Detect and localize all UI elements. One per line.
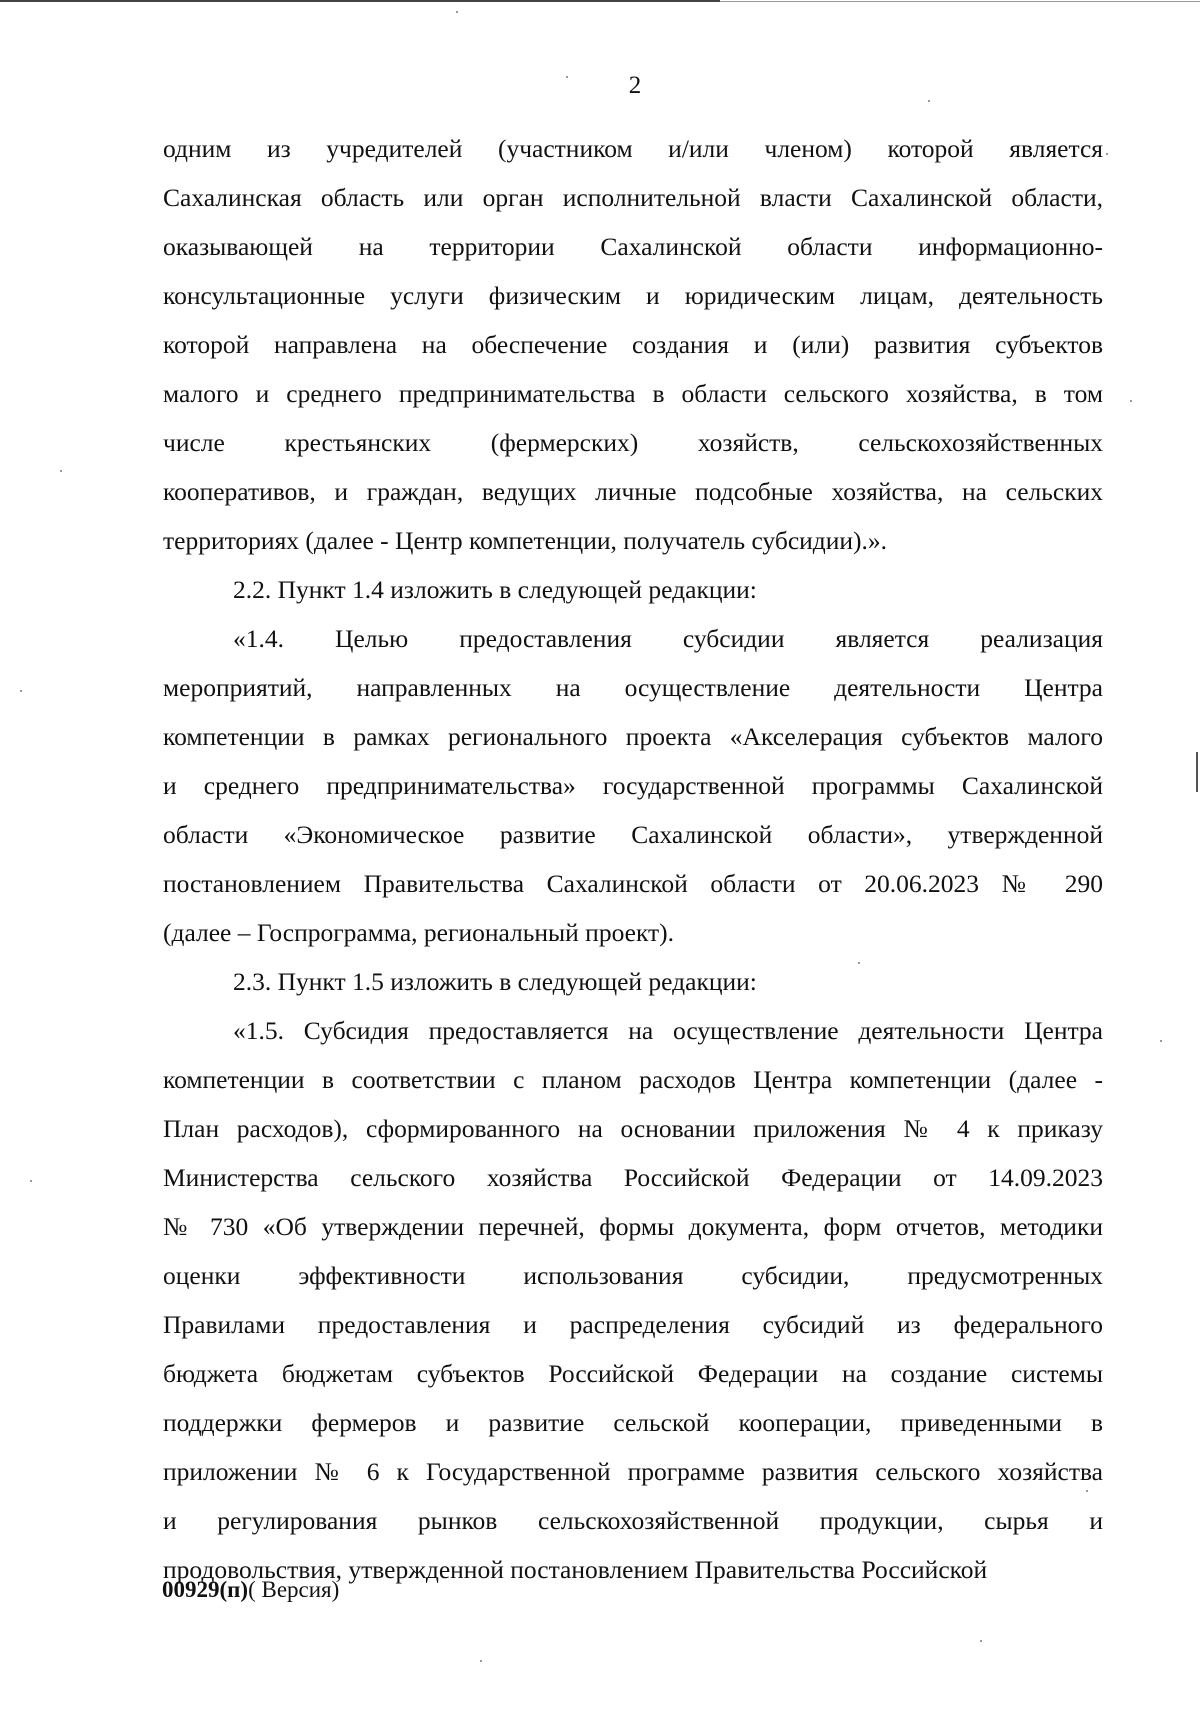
- scan-speckle: [1130, 400, 1132, 402]
- text-line: кооперативов, и граждан, ведущих личные подсобные хозяйства, на сельских: [163, 477, 1103, 506]
- text-line: и среднего предпринимательства» государственной программы Сахалинской: [163, 771, 1103, 800]
- scan-speckle: [30, 1180, 32, 1182]
- scan-edge-line-faint: [720, 1, 1200, 2]
- paragraph: [163, 614, 1103, 957]
- text-line: «1.4. Целью предоставления субсидии является реализация: [233, 624, 1103, 653]
- text-line: Министерства сельского хозяйства Российской Федерации от 14.09.2023: [163, 1163, 1103, 1192]
- paragraph: [163, 565, 1103, 614]
- text-line: консультационные услуги физическим и юридическим лицам, деятельность: [163, 281, 1103, 310]
- page-number: 2: [628, 72, 642, 99]
- text-line: которой направлена на обеспечение создания и (или) развития субъектов: [163, 330, 1103, 359]
- scan-speckle: [928, 100, 930, 102]
- paragraph: [163, 957, 1103, 1006]
- text-line: одним из учредителей (участником и/или членом) которой является: [163, 134, 1103, 163]
- text-line: компетенции в рамках регионального проекта «Акселерация субъектов малого: [163, 722, 1103, 751]
- text-line: План расходов), сформированного на основании приложения № 4 к приказу: [163, 1114, 1103, 1143]
- text-line: числе крестьянских (фермерских) хозяйств, сельскохозяйственных: [163, 428, 1103, 457]
- scan-speckle: [980, 1640, 982, 1642]
- text-line: Сахалинская область или орган исполнительной власти Сахалинской области,: [163, 183, 1103, 212]
- scan-speckle: [1086, 1490, 1088, 1492]
- text-line: поддержки фермеров и развитие сельской кооперации, приведенными в: [163, 1408, 1103, 1437]
- text-line: компетенции в соответствии с планом расходов Центра компетенции (далее -: [163, 1065, 1103, 1094]
- text-line: территориях (далее - Центр компетенции, получатель субсидии).».: [163, 526, 888, 555]
- document-footer: [162, 1577, 339, 1603]
- paragraph: [163, 1006, 1103, 1594]
- text-line: Правилами предоставления и распределения субсидий из федерального: [163, 1310, 1103, 1339]
- paragraph: [163, 124, 1103, 565]
- scan-speckle: [1160, 1040, 1162, 1042]
- text-line: «1.5. Субсидия предоставляется на осуществление деятельности Центра: [233, 1016, 1103, 1045]
- document-body: [163, 124, 1103, 1594]
- text-line: бюджета бюджетам субъектов Российской Федерации на создание системы: [163, 1359, 1103, 1388]
- scan-speckle: [456, 11, 458, 13]
- scan-edge-line: [0, 0, 720, 2]
- scan-speckle: [858, 962, 860, 964]
- scan-speckle: [20, 690, 22, 692]
- scan-edge-mark: [1196, 752, 1198, 792]
- text-line: и регулирования рынков сельскохозяйственной продукции, сырья и: [163, 1506, 1103, 1535]
- scan-speckle: [480, 1660, 482, 1662]
- text-line: (далее – Госпрограмма, региональный проект).: [163, 918, 675, 947]
- text-line: приложении № 6 к Государственной программе развития сельского хозяйства: [163, 1457, 1103, 1486]
- text-line: мероприятий, направленных на осуществление деятельности Центра: [163, 673, 1103, 702]
- text-line: малого и среднего предпринимательства в области сельского хозяйства, в том: [163, 379, 1103, 408]
- text-line: № 730 «Об утверждении перечней, формы документа, форм отчетов, методики: [163, 1212, 1103, 1241]
- text-line: оценки эффективности использования субсидии, предусмотренных: [163, 1261, 1103, 1290]
- text-line: 2.2. Пункт 1.4 изложить в следующей редакции:: [233, 575, 757, 604]
- text-line: продовольствия, утвержденной постановлением Правительства Российской: [163, 1555, 988, 1584]
- scan-speckle: [60, 470, 62, 472]
- document-code: 00929(п): [162, 1577, 249, 1602]
- document-version: ( Версия): [248, 1577, 340, 1602]
- text-line: 2.3. Пункт 1.5 изложить в следующей редакции:: [233, 967, 757, 996]
- scan-speckle: [1106, 153, 1108, 155]
- text-line: постановлением Правительства Сахалинской области от 20.06.2023 № 290: [163, 869, 1103, 898]
- text-line: области «Экономическое развитие Сахалинской области», утвержденной: [163, 820, 1103, 849]
- text-line: оказывающей на территории Сахалинской области информационно-: [163, 232, 1103, 261]
- scan-speckle: [566, 76, 568, 78]
